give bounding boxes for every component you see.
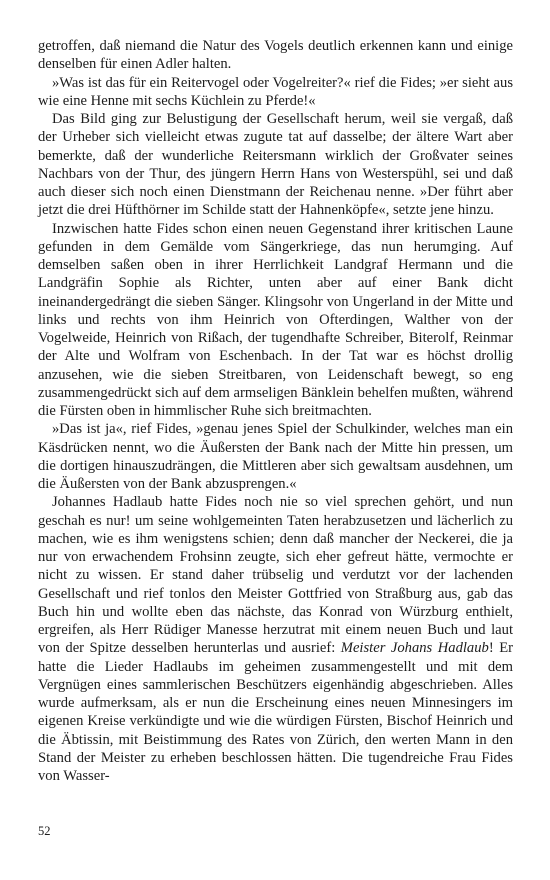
paragraph-1: getroffen, daß niemand die Natur des Vogels deutlich erkennen kann und einige denselben für einen Adler halten. xyxy=(38,38,513,73)
paragraph-6-text-end: ! Er hatte die Lieder Hadlaubs im geheimen zusammengestellt und mit dem Vergnügen eines sammlerischen Beschützers eigenhändig abgeschrieben. Alles wurde aufmerksam, als er nun die Erscheinung eines neuen Minnesingers im eigenen Kreise verkündigte und wie die würdigen Fürsten, Bischof Heinrich und die Äbtissin, mit Beistimmung des Rates von Zürich, den werten Mann in den Stand der Meister zu erheben beschlossen hätten. Die tugendreiche Frau Fides von Wasser- xyxy=(38,640,513,784)
paragraph-5: »Das ist ja«, rief Fides, »genau jenes Spiel der Schulkinder, welches man ein Käsdrücken nennt, wo die Äußersten der Bank nach der Mitte hin pressen, um die dortigen hinauszudrängen, die Mittleren aber sich gewaltsam ausdehnen, um die Äußersten von der Bank abzusprengen.« xyxy=(38,421,513,492)
body-text xyxy=(38,37,513,785)
paragraph-2: »Was ist das für ein Reitervogel oder Vogelreiter?« rief die Fides; »er sieht aus wie eine Henne mit sechs Küchlein zu Pferde!« xyxy=(38,74,513,109)
paragraph-6-text-start: Johannes Hadlaub hatte Fides noch nie so viel sprechen gehört, und nun geschah es nur! um seine wohlgemeinten Taten herabzusetzen und lächerlich zu machen, wie es ihm wenigstens schien; denn daß mancher der Neckerei, die ja nur von erwachendem Frohsinn zeugte, sich eher gefreut hätte, vermochte er nicht zu wissen. Er stand daher trübselig und verdutzt vor der lachenden Gesellschaft und rief tonlos den Meister Gottfried von Straßburg aus, gab das Buch hin und wollte eben das nächste, das Konrad von Würzburg enthielt, ergreifen, als Herr Rüdiger Manesse herzutrat mit einem neuen Buch und laut von der Spitze desselben herunterlas und ausrief: xyxy=(38,494,513,657)
paragraph-4: Inzwischen hatte Fides schon einen neuen Gegenstand ihrer kritischen Laune gefunden in dem Gemälde vom Sängerkriege, das nun herumging. Auf demselben saßen oben in ihrer Herrlichkeit Landgraf Hermann und die Landgräfin Sophie als Richter, unten aber auf einer Bank dicht ineinandergedrängt die sieben Sänger. Klingsohr von Ungerland in der Mitte und links und rechts von ihm Heinrich von Ofterdingen, Walther von der Vogelweide, Heinrich von Rißach, der tugendhafte Schreiber, Biterolf, Reinmar der Alte und Wolfram von Eschenbach. In der Tat war es höchst drollig anzusehen, wie die sieben Streitbaren, von Leidenschaft bewegt, so eng zusammengedrückt sich auf dem armseligen Bänklein behelfen mußten, während die Fürsten oben in himmlischer Ruhe sich breitmachten. xyxy=(38,220,513,419)
paragraph-6 xyxy=(38,493,513,785)
italic-title: Meister Johans Hadlaub xyxy=(340,640,489,657)
paragraph-3: Das Bild ging zur Belustigung der Gesellschaft herum, weil sie vergaß, daß der Urheber sich vielleicht etwas zugute tat auf dasselbe; der ältere Wart aber bemerkte, daß der wunderliche Reitersmann wirklich der Großvater seines Nachbars von der Thur, des jüngern Herrn Hans von Westerspühl, sei und daß auch dieser sich noch einen Dienstmann der Reichenau nenne. »Der führt aber jetzt die drei Hüfthörner im Schilde statt der Hahnenköpfe«, setzte jene hinzu. xyxy=(38,111,513,219)
page-number: 52 xyxy=(38,824,51,838)
